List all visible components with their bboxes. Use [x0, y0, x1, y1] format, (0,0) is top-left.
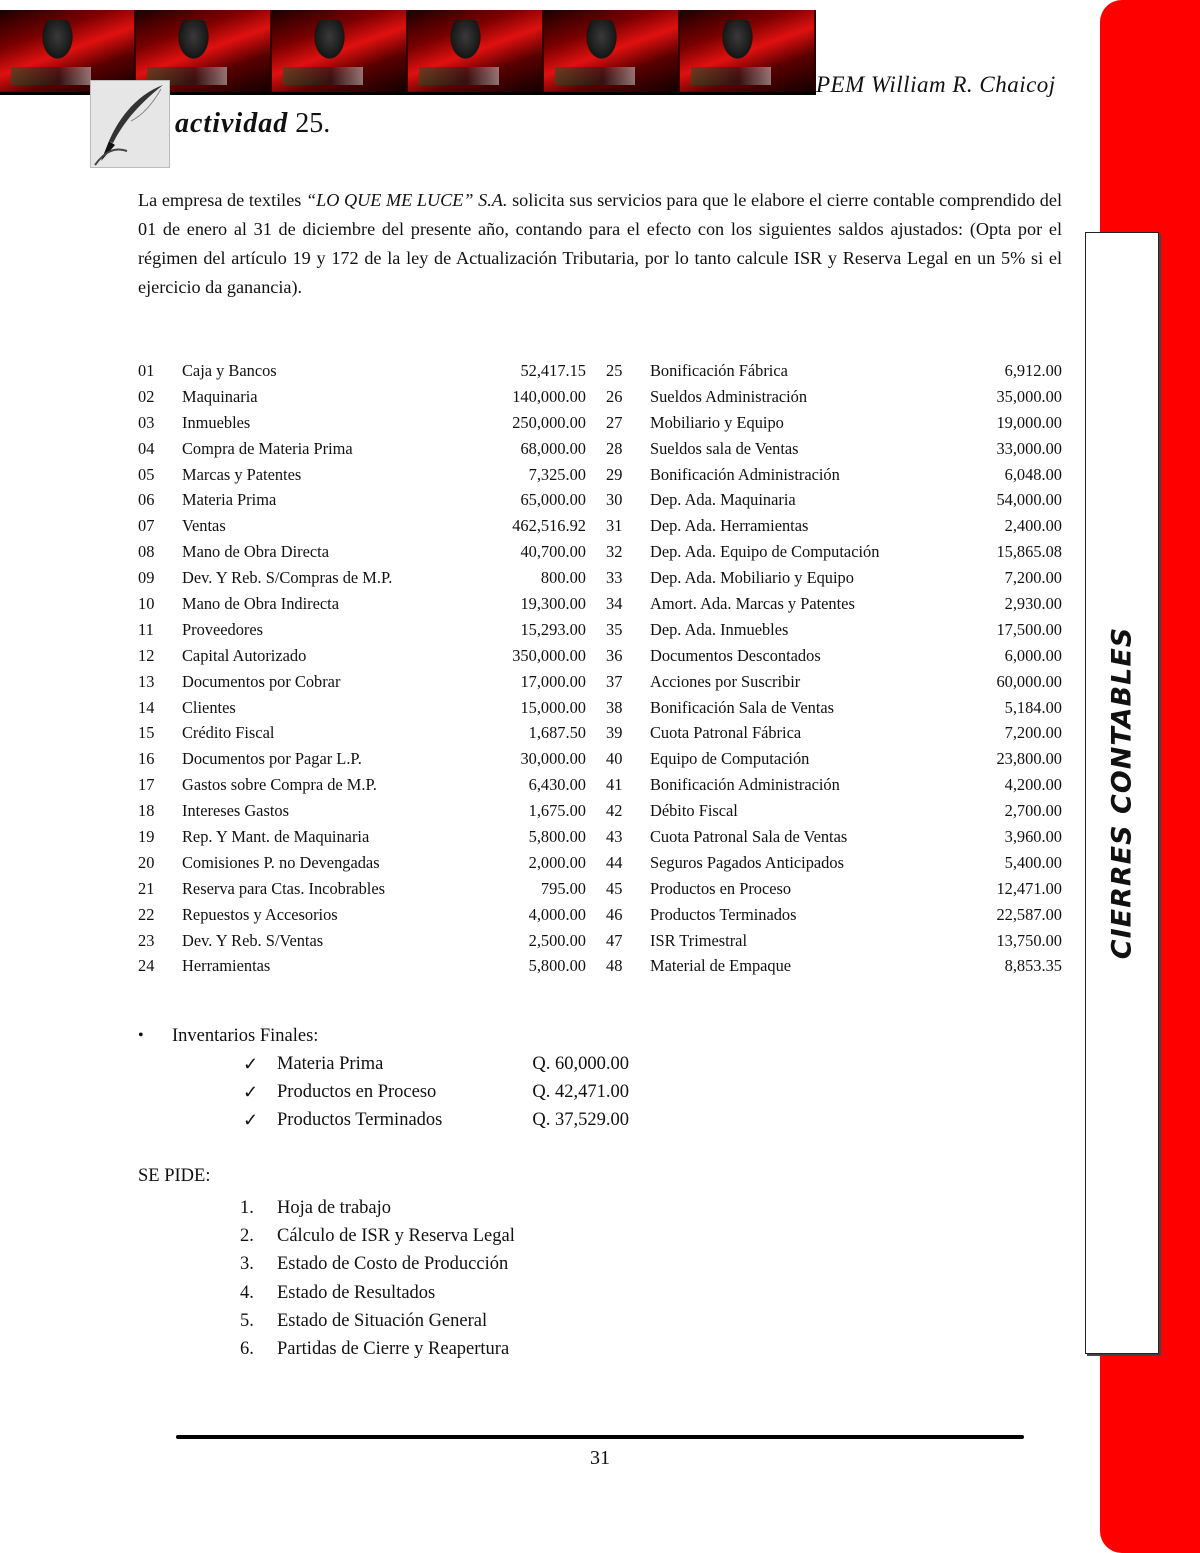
check-icon: ✓	[243, 1110, 259, 1131]
account-number: 45	[606, 878, 623, 898]
task-text: Estado de Resultados	[277, 1282, 436, 1303]
account-name: Documentos por Pagar L.P.	[182, 749, 362, 769]
account-number: 32	[606, 542, 623, 562]
account-amount: 2,500.00	[528, 930, 586, 950]
inventory-value: Q. 42,471.00	[532, 1081, 629, 1102]
account-amount: 3,960.00	[1004, 826, 1062, 846]
account-amount: 140,000.00	[512, 386, 586, 406]
account-number: 24	[138, 956, 155, 976]
account-name: Dep. Ada. Herramientas	[650, 516, 809, 536]
account-number: 08	[138, 542, 155, 562]
account-row	[138, 539, 1062, 565]
account-name: Mano de Obra Directa	[182, 542, 329, 562]
account-name: Mano de Obra Indirecta	[182, 593, 340, 613]
footer-divider	[176, 1435, 1024, 1439]
inventories-section	[138, 1022, 629, 1135]
account-row	[138, 720, 1062, 746]
account-name: Reserva para Ctas. Incobrables	[182, 878, 385, 898]
account-row	[138, 462, 1062, 488]
intro-paragraph	[138, 186, 1062, 302]
account-number: 16	[138, 749, 155, 769]
account-number: 23	[138, 930, 155, 950]
account-amount: 6,430.00	[528, 775, 586, 795]
account-number: 26	[606, 386, 623, 406]
account-name: Productos en Proceso	[650, 878, 792, 898]
inventories-title: Inventarios Finales:	[172, 1025, 319, 1046]
banner-image	[408, 10, 544, 92]
activity-label: actividad	[175, 108, 289, 139]
account-amount: 23,800.00	[996, 749, 1062, 769]
account-number: 27	[606, 412, 623, 432]
account-name: Dep. Ada. Equipo de Computación	[650, 542, 880, 562]
account-number: 07	[138, 516, 155, 536]
account-number: 18	[138, 801, 155, 821]
account-row	[138, 876, 1062, 902]
account-name: Caja y Bancos	[182, 360, 277, 380]
account-name: Maquinaria	[182, 386, 258, 406]
account-amount: 65,000.00	[520, 490, 586, 510]
account-number: 22	[138, 904, 155, 924]
account-name: Intereses Gastos	[182, 801, 289, 821]
account-number: 05	[138, 464, 155, 484]
account-amount: 40,700.00	[520, 542, 586, 562]
inventory-item	[138, 1078, 629, 1106]
account-name: Gastos sobre Compra de M.P.	[182, 775, 377, 795]
task-item	[240, 1251, 515, 1279]
account-number: 12	[138, 645, 155, 665]
account-name: Inmuebles	[182, 412, 251, 432]
account-row	[138, 928, 1062, 954]
account-number: 37	[606, 671, 623, 691]
account-name: Débito Fiscal	[650, 801, 738, 821]
page-number: 31	[590, 1447, 610, 1469]
account-name: Herramientas	[182, 956, 271, 976]
task-number: 2.	[240, 1225, 254, 1246]
account-row	[138, 669, 1062, 695]
company-name: “LO QUE ME LUCE” S.A.	[306, 190, 508, 210]
task-text: Estado de Situación General	[277, 1310, 488, 1331]
account-amount: 2,400.00	[1004, 516, 1062, 536]
account-name: Crédito Fiscal	[182, 723, 275, 743]
account-number: 10	[138, 593, 155, 613]
account-name: Cuota Patronal Fábrica	[650, 723, 802, 743]
inventory-value: Q. 37,529.00	[532, 1110, 629, 1131]
account-number: 36	[606, 645, 623, 665]
account-name: Mobiliario y Equipo	[650, 412, 784, 432]
account-amount: 30,000.00	[520, 749, 586, 769]
account-amount: 7,325.00	[528, 464, 586, 484]
account-amount: 6,000.00	[1004, 645, 1062, 665]
intro-text-1: La empresa de textiles	[138, 190, 307, 210]
account-row	[138, 772, 1062, 798]
account-number: 15	[138, 723, 155, 743]
account-row	[138, 617, 1062, 643]
account-row	[138, 487, 1062, 513]
task-item	[240, 1335, 515, 1363]
account-name: Sueldos Administración	[650, 386, 808, 406]
account-row	[138, 746, 1062, 772]
inventory-item	[138, 1050, 629, 1078]
account-amount: 19,000.00	[996, 412, 1062, 432]
account-name: Dev. Y Reb. S/Ventas	[182, 930, 324, 950]
account-name: Acciones por Suscribir	[650, 671, 801, 691]
account-number: 48	[606, 956, 623, 976]
intro-text-2: solicita sus servicios para que le elabore el cierre contable comprendido del 01 de enero al 31 de diciembre del presente año, contando para el efecto con los siguientes saldos ajustados: (Opta por el régimen del artículo 19 y 172 de la ley de Actualización Tributaria, por lo tanto calcule ISR y Reserva Legal en un 5% si el ejercicio da ganancia).	[138, 190, 1063, 297]
account-number: 35	[606, 619, 623, 639]
account-name: Amort. Ada. Marcas y Patentes	[650, 593, 855, 613]
account-number: 30	[606, 490, 623, 510]
activity-heading	[175, 108, 330, 140]
task-item	[240, 1307, 515, 1335]
account-amount: 4,200.00	[1004, 775, 1062, 795]
account-number: 42	[606, 801, 623, 821]
quill-pen-icon	[90, 80, 170, 168]
account-amount: 7,200.00	[1004, 568, 1062, 588]
account-amount: 800.00	[540, 568, 586, 588]
account-name: Bonificación Sala de Ventas	[650, 697, 835, 717]
account-amount: 2,000.00	[528, 852, 586, 872]
task-text: Cálculo de ISR y Reserva Legal	[277, 1225, 515, 1246]
account-number: 31	[606, 516, 623, 536]
banner-image	[680, 10, 816, 92]
account-name: Materia Prima	[182, 490, 277, 510]
account-number: 28	[606, 438, 623, 458]
account-number: 14	[138, 697, 155, 717]
account-amount: 15,293.00	[520, 619, 586, 639]
sidebar-label: CIERRES CONTABLES	[1106, 626, 1138, 960]
account-number: 25	[606, 360, 623, 380]
account-amount: 1,675.00	[528, 801, 586, 821]
account-amount: 6,048.00	[1004, 464, 1062, 484]
account-name: Capital Autorizado	[182, 645, 307, 665]
account-amount: 15,000.00	[520, 697, 586, 717]
account-row	[138, 384, 1062, 410]
account-amount: 13,750.00	[996, 930, 1062, 950]
task-item	[240, 1194, 515, 1222]
account-name: Comisiones P. no Devengadas	[182, 852, 380, 872]
account-amount: 60,000.00	[996, 671, 1062, 691]
account-number: 34	[606, 593, 623, 613]
account-name: Bonificación Administración	[650, 775, 840, 795]
account-amount: 19,300.00	[520, 593, 586, 613]
task-number: 4.	[240, 1282, 254, 1303]
account-number: 38	[606, 697, 623, 717]
se-pide-title: SE PIDE:	[138, 1166, 211, 1186]
account-name: Dep. Ada. Inmuebles	[650, 619, 789, 639]
account-name: ISR Trimestral	[650, 930, 747, 950]
account-amount: 5,400.00	[1004, 852, 1062, 872]
account-number: 06	[138, 490, 155, 510]
account-number: 11	[138, 619, 154, 639]
task-text: Estado de Costo de Producción	[277, 1254, 509, 1275]
account-number: 33	[606, 568, 623, 588]
task-number: 6.	[240, 1339, 254, 1360]
account-name: Productos Terminados	[650, 904, 797, 924]
author-name: PEM William R. Chaicoj	[816, 72, 1056, 97]
account-amount: 1,687.50	[528, 723, 586, 743]
account-name: Ventas	[182, 516, 226, 536]
task-number: 3.	[240, 1254, 254, 1275]
account-amount: 4,000.00	[528, 904, 586, 924]
account-name: Dep. Ada. Maquinaria	[650, 490, 796, 510]
account-number: 21	[138, 878, 155, 898]
account-amount: 17,000.00	[520, 671, 586, 691]
account-row	[138, 436, 1062, 462]
check-icon: ✓	[243, 1081, 259, 1102]
account-row	[138, 565, 1062, 591]
account-number: 44	[606, 852, 623, 872]
account-number: 04	[138, 438, 155, 458]
account-row	[138, 358, 1062, 384]
account-number: 43	[606, 826, 623, 846]
account-row	[138, 591, 1062, 617]
account-amount: 5,800.00	[528, 956, 586, 976]
account-amount: 22,587.00	[996, 904, 1062, 924]
account-amount: 2,930.00	[1004, 593, 1062, 613]
task-text: Hoja de trabajo	[277, 1197, 392, 1218]
account-row	[138, 695, 1062, 721]
inventory-name: Productos Terminados	[277, 1110, 443, 1131]
account-amount: 350,000.00	[512, 645, 586, 665]
inventory-name: Productos en Proceso	[277, 1081, 437, 1102]
task-item	[240, 1222, 515, 1250]
account-name: Sueldos sala de Ventas	[650, 438, 799, 458]
account-name: Material de Empaque	[650, 956, 792, 976]
account-row	[138, 824, 1062, 850]
account-row	[138, 643, 1062, 669]
task-number: 1.	[240, 1197, 254, 1218]
check-icon: ✓	[243, 1053, 259, 1074]
account-name: Proveedores	[182, 619, 264, 639]
account-amount: 17,500.00	[996, 619, 1062, 639]
se-pide-list	[240, 1194, 515, 1364]
account-row	[138, 850, 1062, 876]
accounts-table	[138, 358, 1062, 979]
account-name: Dev. Y Reb. S/Compras de M.P.	[182, 568, 393, 588]
account-number: 09	[138, 568, 155, 588]
account-name: Documentos Descontados	[650, 645, 821, 665]
account-amount: 7,200.00	[1004, 723, 1062, 743]
account-number: 20	[138, 852, 155, 872]
sidebar-label-box	[1085, 232, 1159, 1354]
account-number: 47	[606, 930, 623, 950]
task-text: Partidas de Cierre y Reapertura	[277, 1339, 510, 1360]
account-row	[138, 953, 1062, 979]
banner-image	[272, 10, 408, 92]
account-name: Documentos por Cobrar	[182, 671, 341, 691]
account-amount: 12,471.00	[996, 878, 1062, 898]
account-row	[138, 902, 1062, 928]
inventory-item	[138, 1107, 629, 1135]
account-number: 19	[138, 826, 155, 846]
account-name: Bonificación Administración	[650, 464, 840, 484]
task-item	[240, 1279, 515, 1307]
account-name: Seguros Pagados Anticipados	[650, 852, 844, 872]
account-amount: 54,000.00	[996, 490, 1062, 510]
inventory-value: Q. 60,000.00	[532, 1053, 629, 1074]
account-amount: 250,000.00	[512, 412, 586, 432]
bullet-icon: •	[138, 1027, 144, 1044]
account-amount: 35,000.00	[996, 386, 1062, 406]
account-number: 02	[138, 386, 155, 406]
account-number: 39	[606, 723, 623, 743]
account-amount: 5,184.00	[1004, 697, 1062, 717]
account-name: Dep. Ada. Mobiliario y Equipo	[650, 568, 854, 588]
account-amount: 52,417.15	[520, 360, 586, 380]
account-name: Repuestos y Accesorios	[182, 904, 338, 924]
account-amount: 2,700.00	[1004, 801, 1062, 821]
account-number: 40	[606, 749, 623, 769]
account-amount: 68,000.00	[520, 438, 586, 458]
account-amount: 6,912.00	[1004, 360, 1062, 380]
account-amount: 15,865.08	[996, 542, 1062, 562]
account-name: Marcas y Patentes	[182, 464, 302, 484]
activity-number: 25.	[295, 108, 331, 139]
account-number: 13	[138, 671, 155, 691]
account-amount: 8,853.35	[1004, 956, 1062, 976]
account-number: 03	[138, 412, 155, 432]
account-row	[138, 410, 1062, 436]
account-row	[138, 798, 1062, 824]
account-row	[138, 513, 1062, 539]
account-number: 41	[606, 775, 623, 795]
banner-image	[544, 10, 680, 92]
account-amount: 795.00	[540, 878, 586, 898]
account-name: Compra de Materia Prima	[182, 438, 353, 458]
account-number: 29	[606, 464, 623, 484]
account-amount: 5,800.00	[528, 826, 586, 846]
account-name: Cuota Patronal Sala de Ventas	[650, 826, 848, 846]
account-name: Rep. Y Mant. de Maquinaria	[182, 826, 370, 846]
account-amount: 33,000.00	[996, 438, 1062, 458]
account-number: 17	[138, 775, 155, 795]
account-name: Bonificación Fábrica	[650, 360, 788, 380]
account-name: Clientes	[182, 697, 236, 717]
account-number: 46	[606, 904, 623, 924]
account-amount: 462,516.92	[512, 516, 586, 536]
account-name: Equipo de Computación	[650, 749, 810, 769]
task-number: 5.	[240, 1310, 254, 1331]
account-number: 01	[138, 360, 155, 380]
inventory-name: Materia Prima	[277, 1053, 384, 1074]
